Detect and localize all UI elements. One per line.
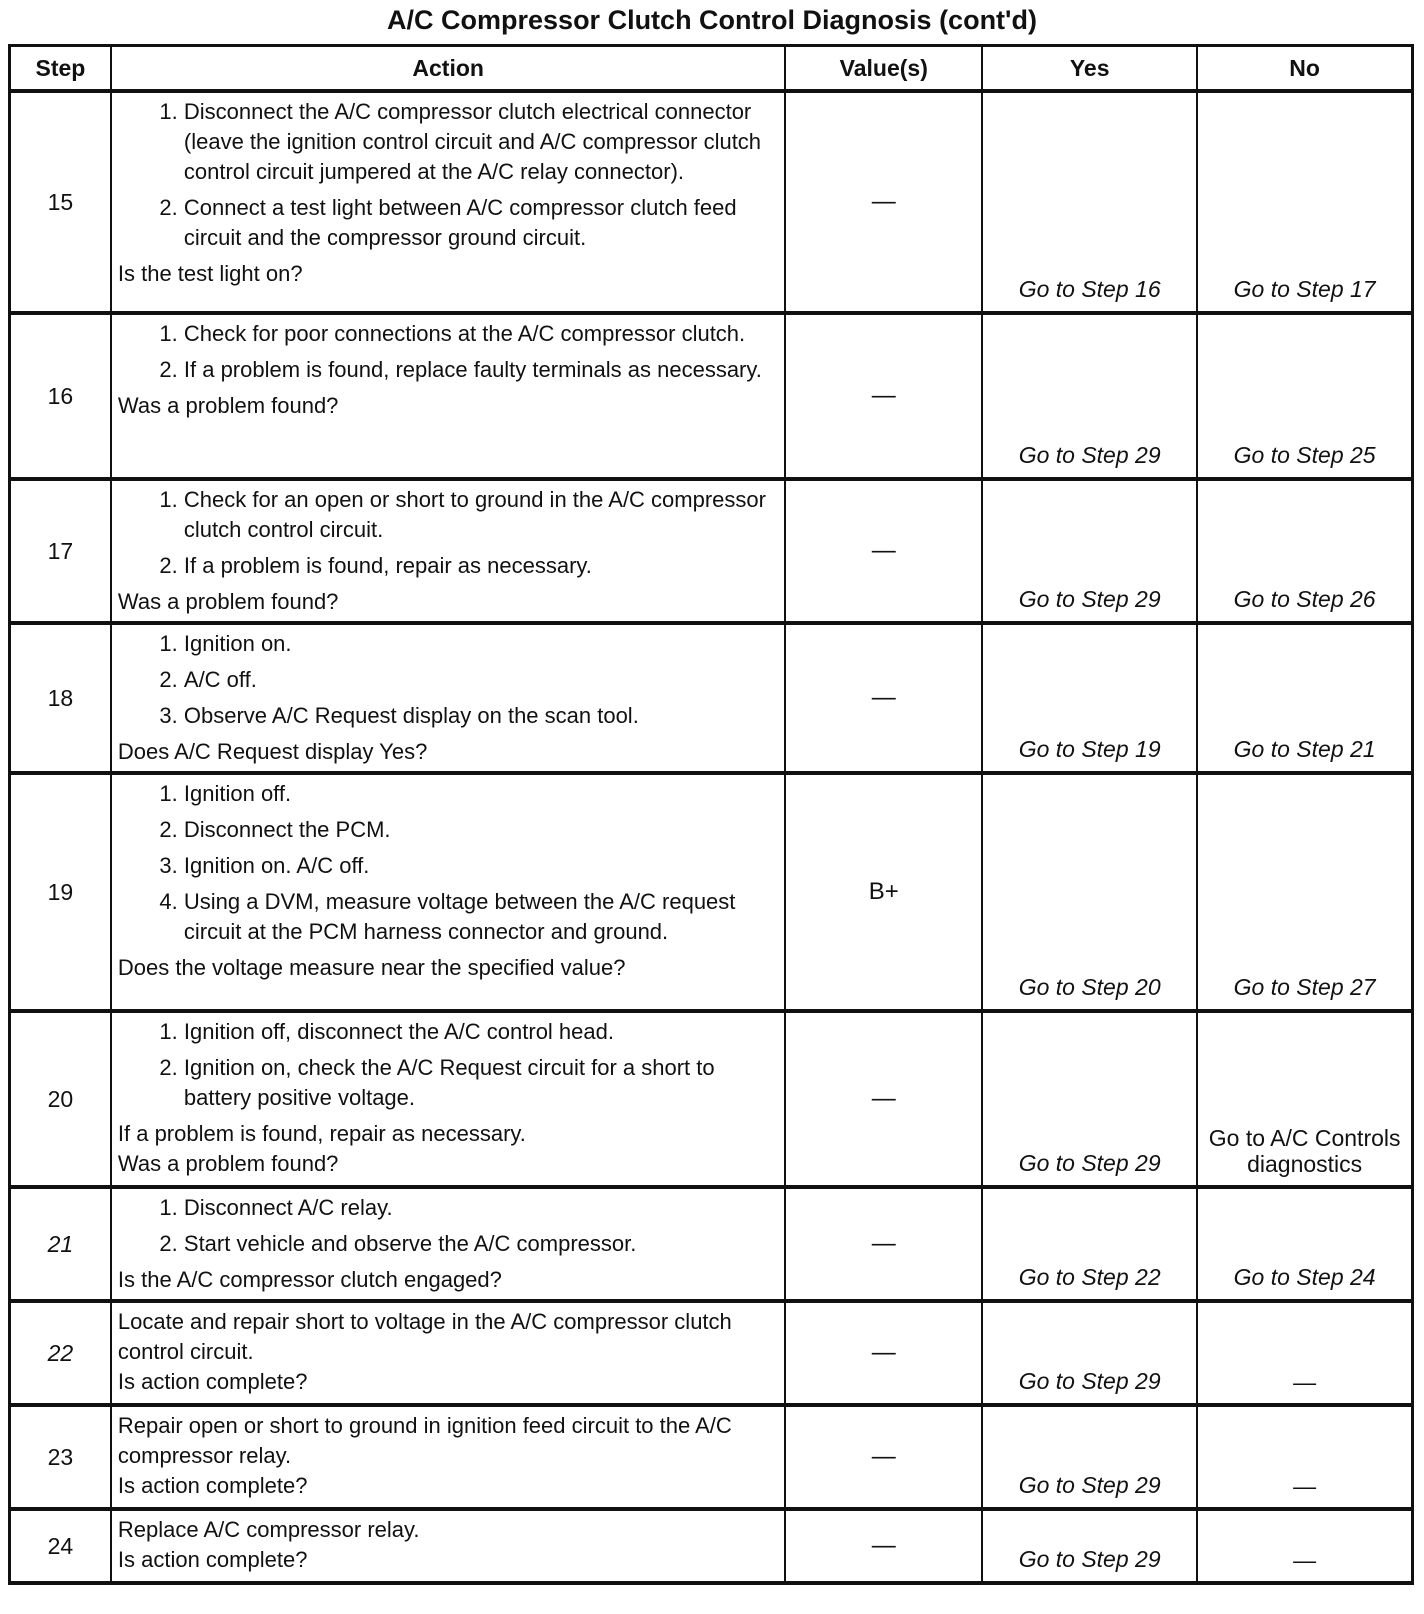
table-row [10,1509,1413,1583]
no-cell: — [1197,1509,1412,1583]
step-number: 16 [10,313,111,479]
no-cell: — [1197,1405,1412,1509]
no-cell: Go to Step 26 [1197,479,1412,623]
action-step: 1. Ignition off, disconnect the A/C control head. [184,1017,781,1047]
table-row [10,1405,1413,1509]
action-step: 1. Ignition off. [184,779,781,809]
action-step: 1. Ignition on. [184,629,781,659]
no-cell: — [1197,1301,1412,1405]
action-step: 2. Start vehicle and observe the A/C compressor. [184,1229,781,1259]
value-cell: — [785,91,982,313]
action-cell [111,1187,786,1301]
yes-cell: Go to Step 29 [982,1509,1197,1583]
table-row [10,479,1413,623]
value-cell: — [785,1509,982,1583]
yes-cell: Go to Step 29 [982,313,1197,479]
step-number: 20 [10,1011,111,1187]
action-steps [118,97,781,259]
action-question: Does A/C Request display Yes? [117,739,428,764]
yes-cell: Go to Step 22 [982,1187,1197,1301]
step-number: 17 [10,479,111,623]
header-values: Value(s) [785,46,982,92]
value-cell: — [785,1405,982,1509]
action-question: Is the test light on? [117,261,303,286]
table-row [10,1301,1413,1405]
yes-cell: Go to Step 29 [982,1405,1197,1509]
header-step: Step [10,46,111,92]
table-row [10,91,1413,313]
no-cell: Go to A/C Controls diagnostics [1197,1011,1412,1187]
step-number: 24 [10,1509,111,1583]
action-question: Is action complete? [117,1473,308,1498]
action-cell [111,1011,786,1187]
value-cell: — [785,313,982,479]
action-cell [111,91,786,313]
action-note: Repair open or short to ground in ignition feed circuit to the A/C compressor relay. [117,1413,732,1468]
no-cell: Go to Step 21 [1197,623,1412,773]
step-number: 19 [10,773,111,1011]
value-cell: — [785,623,982,773]
action-question: Was a problem found? [117,1151,339,1176]
yes-cell: Go to Step 29 [982,479,1197,623]
action-step: 2. If a problem is found, replace faulty terminals as necessary. [184,355,781,385]
header-yes: Yes [982,46,1197,92]
value-cell: B+ [785,773,982,1011]
action-steps [118,1017,781,1119]
page-title: A/C Compressor Clutch Control Diagnosis (cont'd) [387,5,1037,35]
no-cell: Go to Step 24 [1197,1187,1412,1301]
action-question: Is action complete? [117,1369,308,1394]
step-number: 23 [10,1405,111,1509]
action-step: 2. A/C off. [184,665,781,695]
action-steps [118,319,781,391]
yes-cell: Go to Step 19 [982,623,1197,773]
diagnosis-table [8,44,1414,1585]
action-note: Replace A/C compressor relay. [117,1517,420,1542]
action-step: 2. Disconnect the PCM. [184,815,781,845]
value-cell: — [785,1301,982,1405]
action-step: 2. Connect a test light between A/C compressor clutch feed circuit and the compressor ground circuit. [184,193,781,253]
value-cell: — [785,1187,982,1301]
header-no: No [1197,46,1412,92]
table-row [10,623,1413,773]
action-step: 1. Disconnect the A/C compressor clutch electrical connector (leave the ignition control circuit and A/C compressor clutch control circuit jumpered at the A/C relay connector). [184,97,781,187]
table-row [10,773,1413,1011]
value-cell: — [785,1011,982,1187]
step-number: 21 [10,1187,111,1301]
action-step: 1. Check for poor connections at the A/C compressor clutch. [184,319,781,349]
header-action: Action [111,46,786,92]
action-step: 3. Ignition on. A/C off. [184,851,781,881]
yes-cell: Go to Step 29 [982,1301,1197,1405]
action-step: 2. Ignition on, check the A/C Request circuit for a short to battery positive voltage. [184,1053,781,1113]
no-cell: Go to Step 25 [1197,313,1412,479]
action-cell [111,1301,786,1405]
table-row [10,313,1413,479]
action-note: Locate and repair short to voltage in the A/C compressor clutch control circuit. [117,1309,732,1364]
action-note: If a problem is found, repair as necessary. [117,1121,526,1146]
table-row [10,1187,1413,1301]
action-question: Was a problem found? [117,589,339,614]
yes-cell: Go to Step 29 [982,1011,1197,1187]
action-steps [118,485,781,587]
action-cell [111,479,786,623]
action-steps [118,1193,781,1265]
no-cell: Go to Step 27 [1197,773,1412,1011]
action-steps [118,629,781,737]
header-row [10,46,1413,92]
action-cell [111,773,786,1011]
action-step: 1. Check for an open or short to ground in the A/C compressor clutch control circuit. [184,485,781,545]
yes-cell: Go to Step 16 [982,91,1197,313]
no-cell: Go to Step 17 [1197,91,1412,313]
action-question: Is the A/C compressor clutch engaged? [117,1267,502,1292]
step-number: 22 [10,1301,111,1405]
value-cell: — [785,479,982,623]
action-question: Is action complete? [117,1547,308,1572]
action-cell [111,1509,786,1583]
action-steps [118,779,781,953]
action-question: Does the voltage measure near the specified value? [117,955,626,980]
table-row [10,1011,1413,1187]
action-step: 4. Using a DVM, measure voltage between the A/C request circuit at the PCM harness connector and ground. [184,887,781,947]
action-step: 3. Observe A/C Request display on the scan tool. [184,701,781,731]
action-step: 1. Disconnect A/C relay. [184,1193,781,1223]
action-cell [111,1405,786,1509]
step-number: 18 [10,623,111,773]
action-cell [111,623,786,773]
step-number: 15 [10,91,111,313]
action-step: 2. If a problem is found, repair as necessary. [184,551,781,581]
action-cell [111,313,786,479]
yes-cell: Go to Step 20 [982,773,1197,1011]
action-question: Was a problem found? [117,393,339,418]
